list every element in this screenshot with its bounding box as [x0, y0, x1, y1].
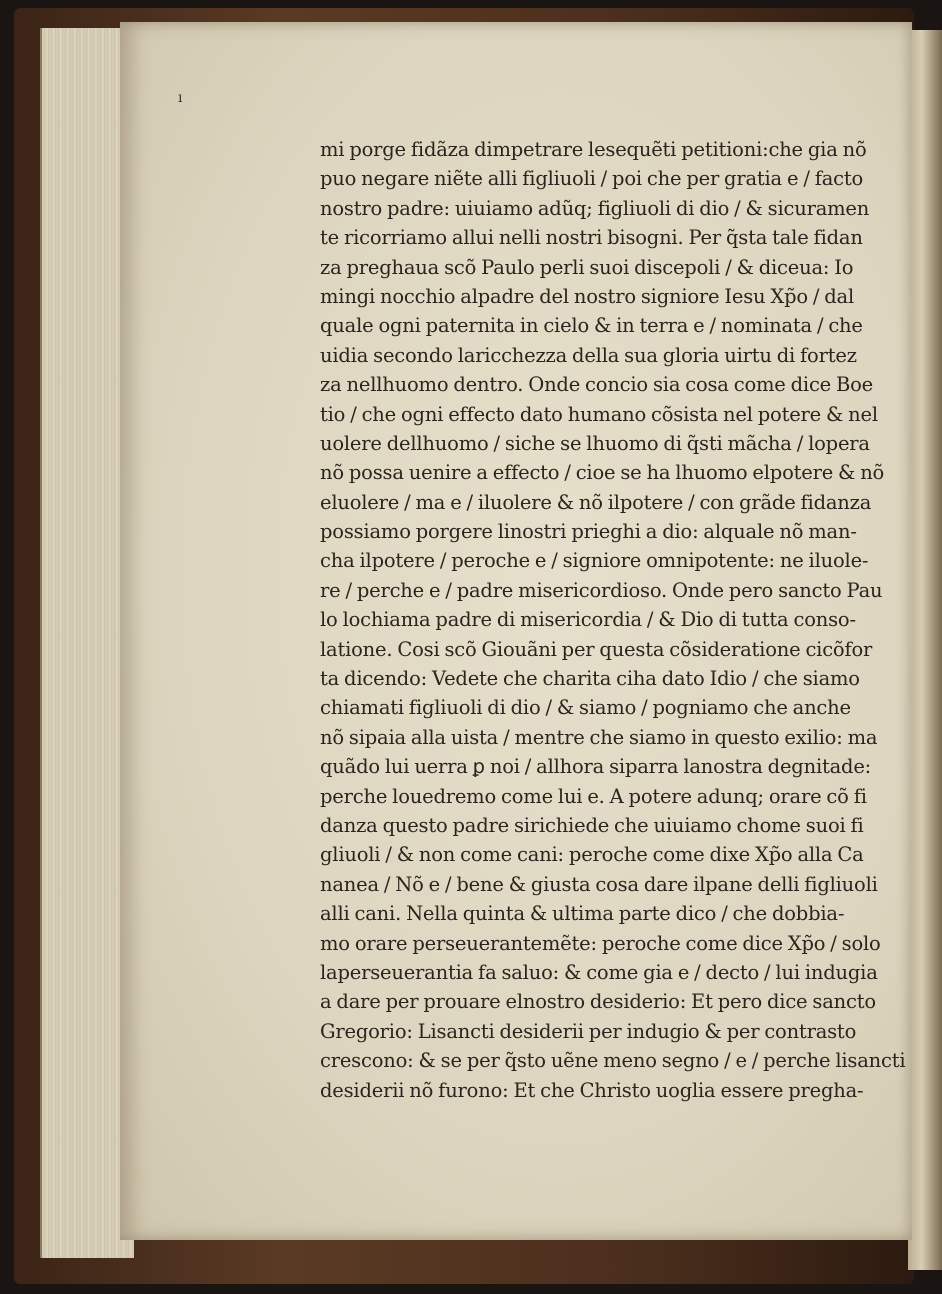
- text-line: cha ilpotere / peroche e / signiore omnipotente: ne iluole-: [320, 549, 869, 573]
- text-line: za preghaua scõ Paulo perli suoi discepoli / & diceua: Io: [320, 255, 854, 279]
- text-line: tio / che ogni effecto dato humano cõsista nel potere & nel: [320, 402, 878, 426]
- text-line: perche louedremo come lui e. A potere adunq; orare cõ fi: [320, 784, 867, 808]
- text-block: [320, 135, 942, 1105]
- text-line: quãdo lui uerra ꝑ noi / allhora siparra lanostra degnitade:: [320, 755, 872, 779]
- text-line: desiderii nõ furono: Et che Christo uoglia essere pregha-: [320, 1078, 864, 1102]
- text-line: nõ possa uenire a effecto / cioe se ha lhuomo elpotere & nõ: [320, 461, 885, 485]
- text-line: re / perche e / padre misericordioso. Onde pero sancto Pau: [320, 578, 883, 602]
- text-line: lo lochiama padre di misericordia / & Dio di tutta conso-: [320, 608, 856, 632]
- text-line: za nellhuomo dentro. Onde concio sia cosa come dice Boe: [320, 373, 874, 397]
- text-line: puo negare niẽte alli figliuoli / poi che per gratia e / facto: [320, 167, 864, 191]
- text-line: nanea / Nõ e / bene & giusta cosa dare ilpane delli figliuoli: [320, 872, 878, 896]
- text-line: possiamo porgere linostri prieghi a dio: alquale nõ man-: [320, 520, 857, 544]
- text-line: gliuoli / & non come cani: peroche come dixe Xp̃o alla Ca: [320, 843, 864, 867]
- margin-mark: ı: [178, 90, 183, 106]
- text-line: a dare per prouare elnostro desiderio: Et pero dice sancto: [320, 990, 876, 1014]
- text-line: mingi nocchio alpadre del nostro signiore Iesu Xp̃o / dal: [320, 284, 854, 308]
- text-line: mo orare perseuerantemẽte: peroche come dice Xp̃o / solo: [320, 931, 881, 955]
- text-line: uidia secondo laricchezza della sua gloria uirtu di fortez: [320, 343, 857, 367]
- text-line: latione. Cosi scõ Giouãni per questa cõsideratione cicõfor: [320, 637, 873, 661]
- text-line: Gregorio: Lisancti desiderii per indugio & per contrasto: [320, 1019, 857, 1043]
- printed-page: [120, 22, 912, 1240]
- text-line: mi porge fidãza dimpetrare lesequẽti petitioni:che gia nõ: [320, 138, 867, 161]
- text-line: laperseuerantia fa saluo: & come gia e / decto / lui indugia: [320, 960, 878, 984]
- text-line: quale ogni paternita in cielo & in terra e / nominata / che: [320, 314, 863, 338]
- text-line: crescono: & se per q̃sto uẽne meno segno / e / perche lisancti: [320, 1049, 906, 1073]
- text-line: alli cani. Nella quinta & ultima parte dico / che dobbia-: [320, 902, 845, 926]
- text-line: nostro padre: uiuiamo adũq; figliuoli di dio / & sicuramen: [320, 196, 870, 220]
- text-line: chiamati figliuoli di dio / & siamo / pogniamo che anche: [320, 696, 851, 720]
- text-line: eluolere / ma e / iluolere & nõ ilpotere / con grãde fidanza: [320, 490, 872, 514]
- text-line: nõ sipaia alla uista / mentre che siamo in questo exilio: ma: [320, 725, 878, 749]
- text-line: uolere dellhuomo / siche se lhuomo di q̃sti mãcha / lopera: [320, 431, 870, 455]
- text-line: te ricorriamo allui nelli nostri bisogni. Per q̃sta tale fidan: [320, 226, 863, 250]
- text-line: danza questo padre sirichiede che uiuiamo chome suoi fi: [320, 813, 864, 837]
- text-line: ta dicendo: Vedete che charita ciha dato Idio / che siamo: [320, 667, 860, 691]
